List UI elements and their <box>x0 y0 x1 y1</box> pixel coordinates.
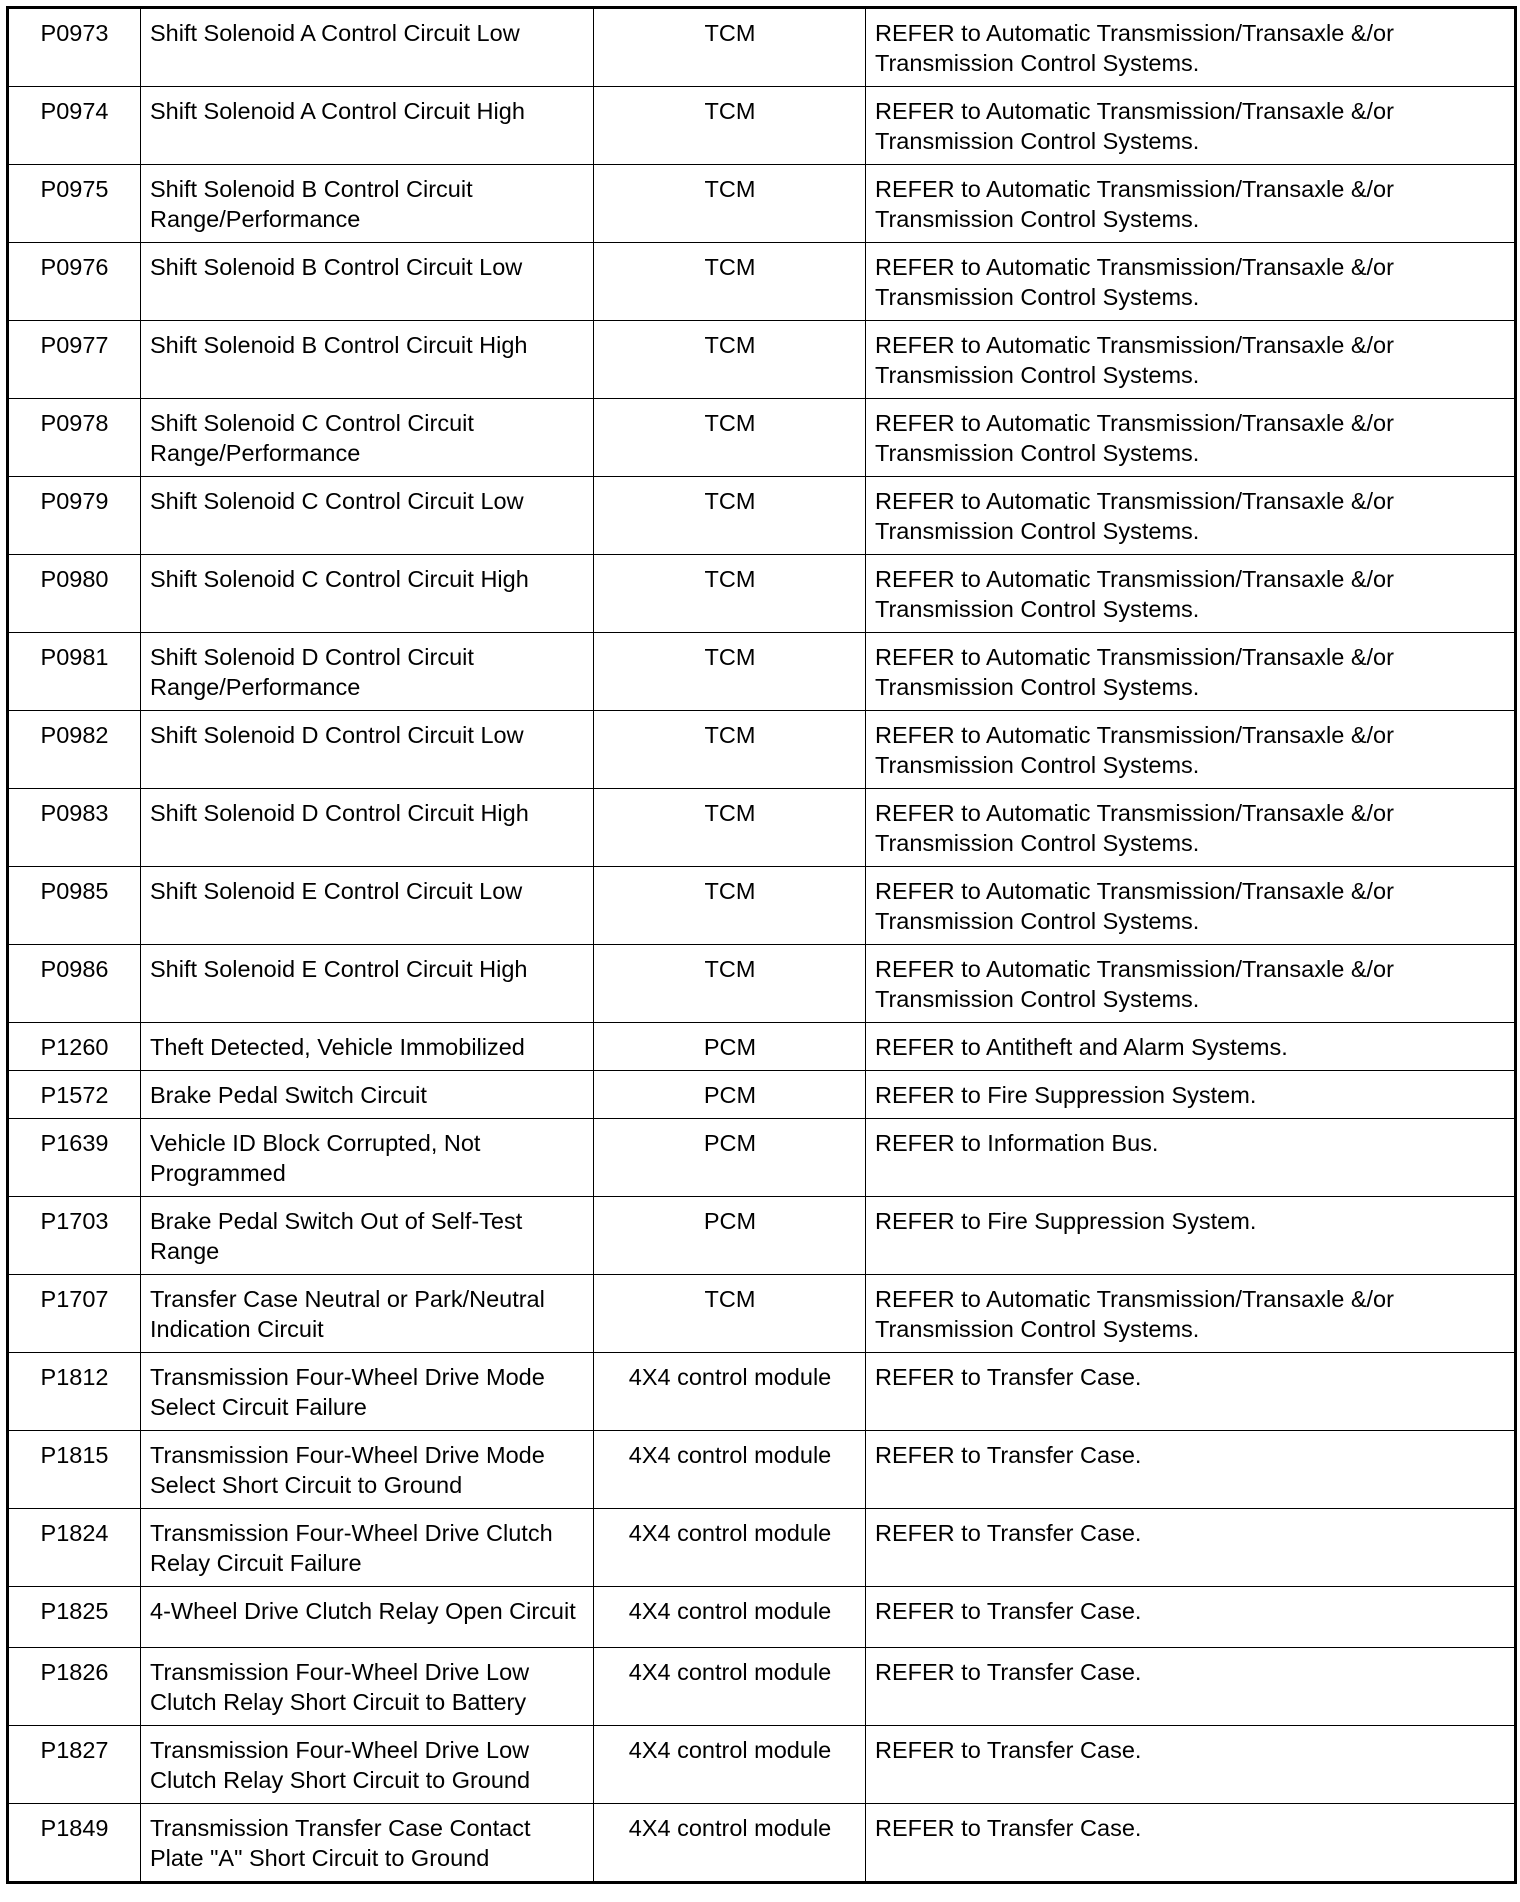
action-cell: REFER to Fire Suppression System. <box>866 1071 1516 1119</box>
action-cell: REFER to Automatic Transmission/Transaxle &/or Transmission Control Systems. <box>866 711 1516 789</box>
description-cell: Shift Solenoid C Control Circuit Low <box>141 477 594 555</box>
action-cell: REFER to Automatic Transmission/Transaxle &/or Transmission Control Systems. <box>866 945 1516 1023</box>
table-row <box>8 1023 1516 1071</box>
dtc-code-cell: P0973 <box>8 8 141 87</box>
dtc-code-cell: P1260 <box>8 1023 141 1071</box>
module-cell: TCM <box>594 867 866 945</box>
table-row <box>8 789 1516 867</box>
dtc-code-cell: P0976 <box>8 243 141 321</box>
description-cell: Shift Solenoid B Control Circuit Low <box>141 243 594 321</box>
module-cell: PCM <box>594 1023 866 1071</box>
table-row <box>8 1431 1516 1509</box>
module-cell: TCM <box>594 87 866 165</box>
action-cell: REFER to Transfer Case. <box>866 1587 1516 1648</box>
action-cell: REFER to Transfer Case. <box>866 1509 1516 1587</box>
action-cell: REFER to Antitheft and Alarm Systems. <box>866 1023 1516 1071</box>
action-cell: REFER to Automatic Transmission/Transaxle &/or Transmission Control Systems. <box>866 477 1516 555</box>
module-cell: TCM <box>594 1275 866 1353</box>
description-cell: Shift Solenoid E Control Circuit High <box>141 945 594 1023</box>
module-cell: PCM <box>594 1197 866 1275</box>
module-cell: 4X4 control module <box>594 1353 866 1431</box>
table-row <box>8 1587 1516 1648</box>
table-row <box>8 1353 1516 1431</box>
action-cell: REFER to Automatic Transmission/Transaxle &/or Transmission Control Systems. <box>866 87 1516 165</box>
dtc-table <box>6 6 1517 1884</box>
description-cell: Transfer Case Neutral or Park/Neutral Indication Circuit <box>141 1275 594 1353</box>
table-row <box>8 399 1516 477</box>
description-cell: Transmission Four-Wheel Drive Low Clutch Relay Short Circuit to Battery <box>141 1648 594 1726</box>
dtc-code-cell: P0985 <box>8 867 141 945</box>
table-row <box>8 945 1516 1023</box>
module-cell: 4X4 control module <box>594 1726 866 1804</box>
module-cell: TCM <box>594 321 866 399</box>
dtc-code-cell: P1827 <box>8 1726 141 1804</box>
module-cell: PCM <box>594 1119 866 1197</box>
description-cell: Transmission Transfer Case Contact Plate "A" Short Circuit to Ground <box>141 1804 594 1883</box>
module-cell: TCM <box>594 165 866 243</box>
description-cell: Vehicle ID Block Corrupted, Not Programmed <box>141 1119 594 1197</box>
table-row <box>8 1071 1516 1119</box>
module-cell: TCM <box>594 8 866 87</box>
module-cell: TCM <box>594 477 866 555</box>
dtc-code-cell: P1572 <box>8 1071 141 1119</box>
dtc-code-cell: P0980 <box>8 555 141 633</box>
table-row <box>8 1804 1516 1883</box>
description-cell: Shift Solenoid E Control Circuit Low <box>141 867 594 945</box>
description-cell: Shift Solenoid D Control Circuit Range/Performance <box>141 633 594 711</box>
module-cell: 4X4 control module <box>594 1431 866 1509</box>
description-cell: Shift Solenoid B Control Circuit High <box>141 321 594 399</box>
action-cell: REFER to Automatic Transmission/Transaxle &/or Transmission Control Systems. <box>866 633 1516 711</box>
table-row <box>8 321 1516 399</box>
table-row <box>8 1648 1516 1726</box>
description-cell: 4-Wheel Drive Clutch Relay Open Circuit <box>141 1587 594 1648</box>
module-cell: TCM <box>594 399 866 477</box>
description-cell: Shift Solenoid C Control Circuit High <box>141 555 594 633</box>
dtc-code-cell: P0981 <box>8 633 141 711</box>
action-cell: REFER to Automatic Transmission/Transaxle &/or Transmission Control Systems. <box>866 1275 1516 1353</box>
table-row <box>8 1726 1516 1804</box>
module-cell: TCM <box>594 711 866 789</box>
table-row <box>8 1119 1516 1197</box>
action-cell: REFER to Automatic Transmission/Transaxle &/or Transmission Control Systems. <box>866 8 1516 87</box>
dtc-code-cell: P1849 <box>8 1804 141 1883</box>
action-cell: REFER to Transfer Case. <box>866 1804 1516 1883</box>
action-cell: REFER to Automatic Transmission/Transaxle &/or Transmission Control Systems. <box>866 555 1516 633</box>
action-cell: REFER to Transfer Case. <box>866 1431 1516 1509</box>
table-row <box>8 633 1516 711</box>
description-cell: Transmission Four-Wheel Drive Mode Select Short Circuit to Ground <box>141 1431 594 1509</box>
dtc-code-cell: P1826 <box>8 1648 141 1726</box>
dtc-code-cell: P0979 <box>8 477 141 555</box>
description-cell: Transmission Four-Wheel Drive Clutch Relay Circuit Failure <box>141 1509 594 1587</box>
dtc-code-cell: P0977 <box>8 321 141 399</box>
module-cell: 4X4 control module <box>594 1509 866 1587</box>
dtc-code-cell: P0974 <box>8 87 141 165</box>
dtc-code-cell: P1824 <box>8 1509 141 1587</box>
description-cell: Theft Detected, Vehicle Immobilized <box>141 1023 594 1071</box>
description-cell: Transmission Four-Wheel Drive Low Clutch Relay Short Circuit to Ground <box>141 1726 594 1804</box>
module-cell: TCM <box>594 555 866 633</box>
table-row <box>8 711 1516 789</box>
action-cell: REFER to Automatic Transmission/Transaxle &/or Transmission Control Systems. <box>866 867 1516 945</box>
dtc-code-cell: P0983 <box>8 789 141 867</box>
action-cell: REFER to Automatic Transmission/Transaxle &/or Transmission Control Systems. <box>866 243 1516 321</box>
module-cell: 4X4 control module <box>594 1648 866 1726</box>
table-row <box>8 1197 1516 1275</box>
description-cell: Shift Solenoid D Control Circuit High <box>141 789 594 867</box>
action-cell: REFER to Information Bus. <box>866 1119 1516 1197</box>
table-row <box>8 87 1516 165</box>
dtc-code-cell: P1639 <box>8 1119 141 1197</box>
action-cell: REFER to Automatic Transmission/Transaxle &/or Transmission Control Systems. <box>866 399 1516 477</box>
module-cell: TCM <box>594 945 866 1023</box>
action-cell: REFER to Transfer Case. <box>866 1353 1516 1431</box>
description-cell: Brake Pedal Switch Circuit <box>141 1071 594 1119</box>
description-cell: Brake Pedal Switch Out of Self-Test Range <box>141 1197 594 1275</box>
dtc-code-cell: P1825 <box>8 1587 141 1648</box>
dtc-code-cell: P0975 <box>8 165 141 243</box>
action-cell: REFER to Transfer Case. <box>866 1726 1516 1804</box>
dtc-code-cell: P1703 <box>8 1197 141 1275</box>
action-cell: REFER to Automatic Transmission/Transaxle &/or Transmission Control Systems. <box>866 165 1516 243</box>
dtc-code-cell: P1815 <box>8 1431 141 1509</box>
module-cell: TCM <box>594 243 866 321</box>
module-cell: TCM <box>594 633 866 711</box>
description-cell: Transmission Four-Wheel Drive Mode Select Circuit Failure <box>141 1353 594 1431</box>
table-row <box>8 8 1516 87</box>
table-row <box>8 165 1516 243</box>
action-cell: REFER to Automatic Transmission/Transaxle &/or Transmission Control Systems. <box>866 789 1516 867</box>
description-cell: Shift Solenoid A Control Circuit High <box>141 87 594 165</box>
description-cell: Shift Solenoid B Control Circuit Range/Performance <box>141 165 594 243</box>
module-cell: 4X4 control module <box>594 1587 866 1648</box>
module-cell: PCM <box>594 1071 866 1119</box>
description-cell: Shift Solenoid A Control Circuit Low <box>141 8 594 87</box>
description-cell: Shift Solenoid C Control Circuit Range/Performance <box>141 399 594 477</box>
dtc-code-cell: P1707 <box>8 1275 141 1353</box>
table-row <box>8 477 1516 555</box>
module-cell: 4X4 control module <box>594 1804 866 1883</box>
action-cell: REFER to Automatic Transmission/Transaxle &/or Transmission Control Systems. <box>866 321 1516 399</box>
table-row <box>8 1275 1516 1353</box>
dtc-code-cell: P0986 <box>8 945 141 1023</box>
dtc-code-cell: P0982 <box>8 711 141 789</box>
action-cell: REFER to Transfer Case. <box>866 1648 1516 1726</box>
table-row <box>8 243 1516 321</box>
table-row <box>8 555 1516 633</box>
description-cell: Shift Solenoid D Control Circuit Low <box>141 711 594 789</box>
table-row <box>8 1509 1516 1587</box>
dtc-code-cell: P1812 <box>8 1353 141 1431</box>
dtc-code-cell: P0978 <box>8 399 141 477</box>
table-row <box>8 867 1516 945</box>
module-cell: TCM <box>594 789 866 867</box>
action-cell: REFER to Fire Suppression System. <box>866 1197 1516 1275</box>
